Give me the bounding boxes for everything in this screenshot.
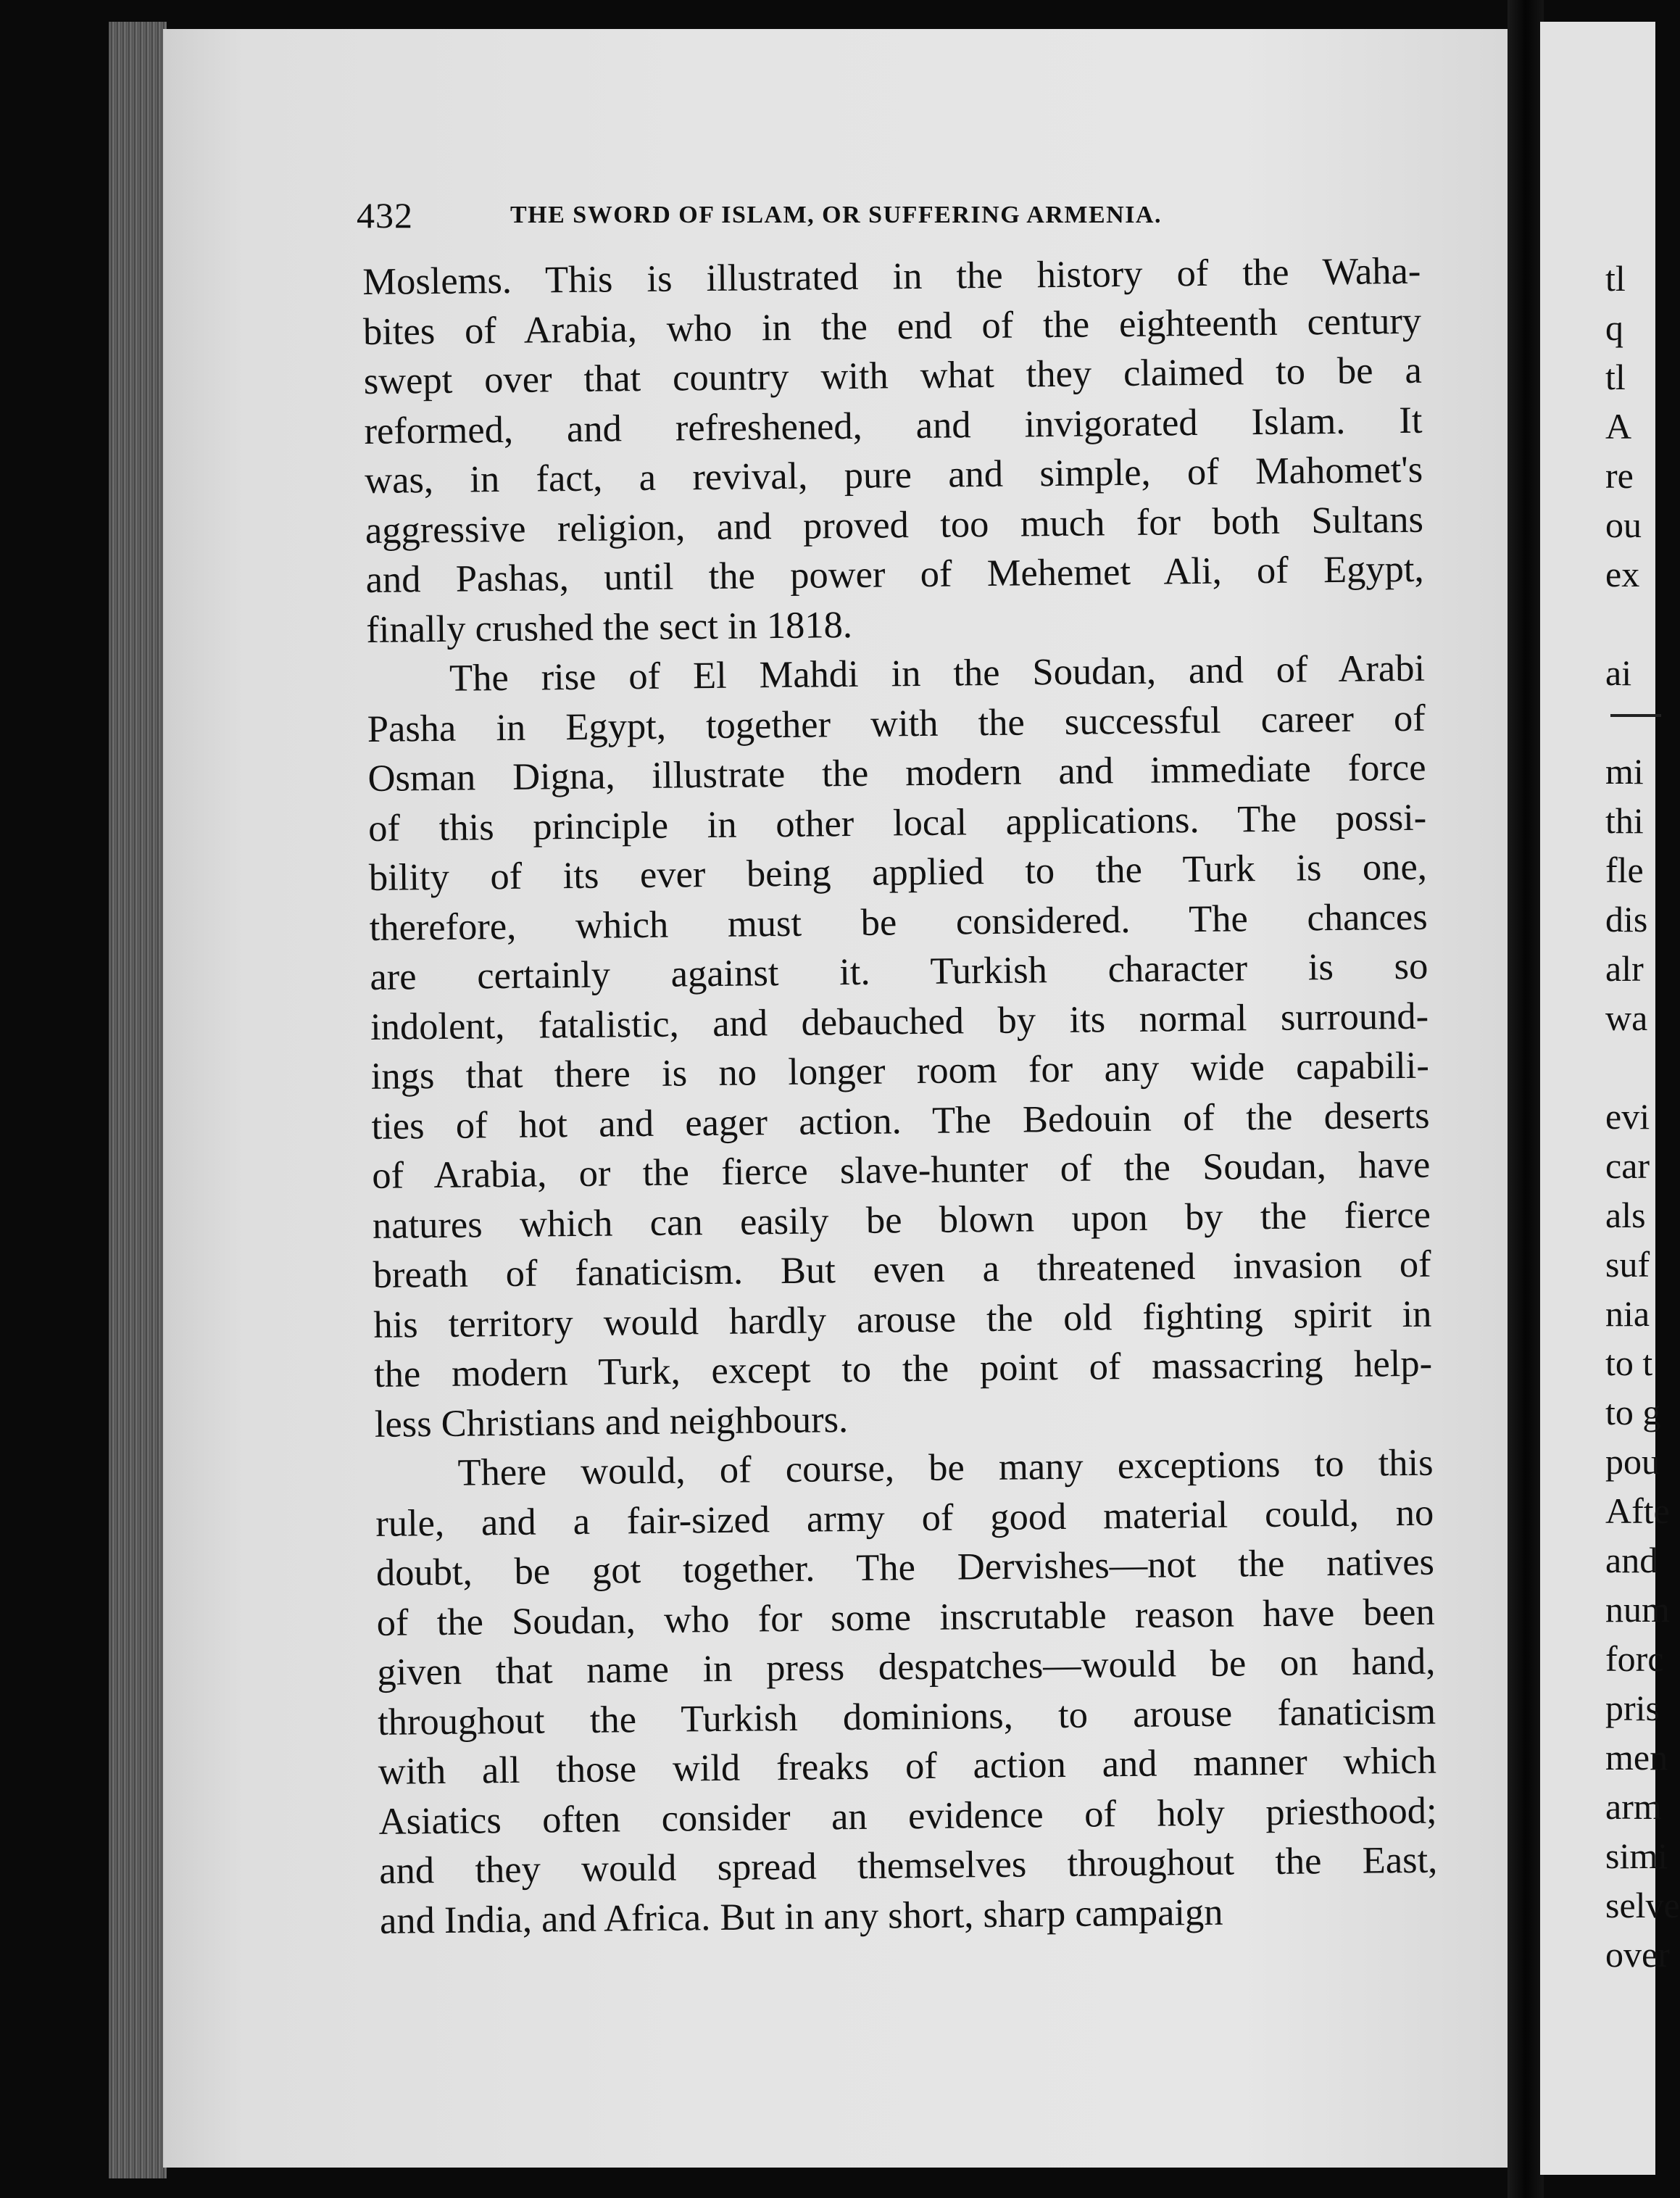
- facing-page-fragment: nia: [1605, 1293, 1650, 1334]
- text-line: are certainly against it. Turkish character is so: [370, 945, 1429, 998]
- text-line: ties of hot and eager action. The Bedouin of the deserts: [371, 1094, 1430, 1148]
- facing-page-fragment: fle: [1605, 850, 1644, 890]
- text-line: was, in fact, a revival, pure and simple, of Mahomet's: [364, 448, 1423, 502]
- paragraph: [367, 644, 1433, 1449]
- text-line: throughout the Turkish dominions, to arouse fanaticism: [377, 1690, 1436, 1743]
- text-line: bility of its ever being applied to the Turk is one,: [368, 845, 1428, 899]
- text-line: breath of fanaticism. But even a threatened invasion of: [373, 1243, 1431, 1296]
- text-line: his territory would hardly arouse the old fighting spirit in: [373, 1293, 1432, 1346]
- facing-page-fragment: q: [1605, 307, 1623, 348]
- facing-page-fragment: dis: [1605, 899, 1648, 940]
- text-line: finally crushed the sect in 1818.: [366, 603, 853, 651]
- text-line: given that name in press despatches—would be on hand,: [377, 1640, 1436, 1693]
- running-title: THE SWORD OF ISLAM, OR SUFFERING ARMENIA.: [510, 202, 1162, 228]
- text-line: and India, and Africa. But in any short, sharp campaign: [379, 1891, 1223, 1942]
- facing-page-fragment: car: [1605, 1145, 1650, 1186]
- text-line: of Arabia, or the fierce slave-hunter of the Soudan, have: [371, 1143, 1431, 1197]
- facing-page-fragment: arm: [1605, 1786, 1662, 1827]
- facing-page-fragment: ai: [1605, 652, 1632, 693]
- text-line: and they would spread themselves throughout the East,: [379, 1838, 1438, 1892]
- facing-page-fragment: num: [1605, 1589, 1670, 1630]
- body-text: [362, 246, 1438, 1946]
- text-line: The rise of El Mahdi in the Soudan, and of Arabi: [449, 647, 1426, 700]
- facing-page-fragment: Afte: [1605, 1490, 1670, 1531]
- facing-page-fragment: selve: [1605, 1885, 1680, 1925]
- page-header: [357, 194, 1284, 245]
- facing-page-fragment: als: [1605, 1195, 1646, 1235]
- text-line: less Christians and neighbours.: [374, 1398, 849, 1446]
- text-line: doubt, be got together. The Dervishes—not the natives: [375, 1540, 1435, 1594]
- text-line: Pasha in Egypt, together with the successful career of: [367, 697, 1426, 750]
- text-line: Moslems. This is illustrated in the history of the Waha-: [362, 249, 1421, 303]
- page-number: 432: [357, 195, 413, 236]
- facing-page-fragment: re: [1605, 455, 1634, 496]
- text-line: of the Soudan, who for some inscrutable reason have been: [376, 1591, 1435, 1644]
- text-line: There would, of course, be many exceptions to this: [457, 1441, 1434, 1494]
- facing-page-fragment: pris: [1605, 1688, 1660, 1728]
- text-line: rule, and a fair-sized army of good material could, no: [375, 1491, 1434, 1545]
- facing-page-fragment: thi: [1605, 800, 1644, 841]
- book-page-edges: [109, 22, 167, 2178]
- text-line: swept over that country with what they claimed to be a: [363, 349, 1423, 402]
- text-line: natures which can easily be blown upon by the fierce: [372, 1193, 1431, 1247]
- facing-page-fragment: [1605, 1042, 1663, 1092]
- text-line: with all those wild freaks of action and manner which: [378, 1739, 1437, 1793]
- paragraph: [362, 246, 1425, 655]
- book-gutter: [1508, 0, 1544, 2198]
- facing-page-fragment: A: [1605, 406, 1632, 447]
- text-line: bites of Arabia, who in the end of the eighteenth century: [362, 299, 1422, 353]
- paragraph: [375, 1438, 1438, 1946]
- facing-page-fragment: over: [1605, 1934, 1670, 1975]
- facing-page-text-fragments: [1605, 254, 1680, 1979]
- text-line: indolent, fatalistic, and debauched by its normal surround-: [370, 995, 1429, 1048]
- facing-page-fragment: and: [1605, 1540, 1658, 1580]
- text-line: aggressive religion, and proved too much for both Sultans: [365, 498, 1424, 552]
- facing-page-fragment: suf: [1605, 1244, 1650, 1285]
- facing-page-fragment: to t: [1605, 1343, 1653, 1383]
- facing-page-fragment: to g: [1605, 1392, 1661, 1432]
- text-line: the modern Turk, except to the point of massacring help-: [373, 1342, 1433, 1395]
- text-line: ings that there is no longer room for any wide capabili-: [370, 1044, 1430, 1098]
- text-line: and Pashas, until the power of Mehemet Ali, of Egypt,: [365, 547, 1424, 601]
- facing-page-fragment: wa: [1605, 998, 1648, 1038]
- text-line: reformed, and refreshened, and invigorated Islam. It: [364, 399, 1423, 452]
- text-line: Osman Digna, illustrate the modern and immediate force: [367, 746, 1426, 800]
- facing-page-fragment: tl: [1605, 258, 1626, 299]
- facing-page-fragment: men: [1605, 1737, 1668, 1778]
- text-line: therefore, which must be considered. The chances: [369, 895, 1428, 949]
- facing-page-fragment: tl: [1605, 357, 1626, 397]
- text-line: Asiatics often consider an evidence of holy priesthood;: [378, 1789, 1437, 1843]
- text-line: of this principle in other local applications. The possi-: [367, 796, 1427, 850]
- facing-page-rule: [1610, 714, 1661, 717]
- facing-page-fragment: [1605, 697, 1663, 747]
- facing-page-fragment: ex: [1605, 554, 1640, 594]
- facing-page-fragment: simi: [1605, 1836, 1668, 1876]
- facing-page-fragment: alr: [1605, 948, 1644, 989]
- facing-page-fragment: pou: [1605, 1441, 1660, 1482]
- facing-page-fragment: forc: [1605, 1638, 1664, 1679]
- facing-page-fragment: mi: [1605, 751, 1644, 792]
- facing-page-fragment: [1605, 599, 1663, 648]
- facing-page-fragment: ou: [1605, 505, 1642, 545]
- facing-page-fragment: evi: [1605, 1096, 1650, 1137]
